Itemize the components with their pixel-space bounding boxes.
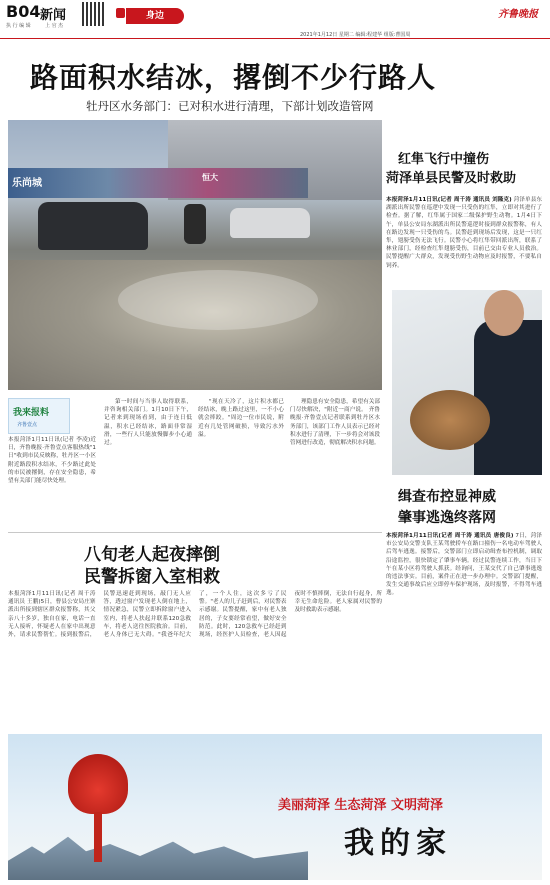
parked-suv bbox=[38, 202, 148, 250]
lead-body-col4 bbox=[290, 398, 380, 528]
officer-head bbox=[484, 290, 524, 336]
lead-body-col3 bbox=[198, 398, 284, 528]
peony-sculpture bbox=[68, 754, 128, 814]
footer-calligraphy: 我的家 bbox=[344, 826, 452, 861]
story3-headline-line2: 肇事逃逸终落网 bbox=[398, 510, 496, 526]
story4-headline-line1: 八旬老人起夜摔倒 bbox=[84, 545, 220, 565]
story2-text: 菏泽单县东湖派出所民警在巡逻中发现一只受伤的红隼，立即对其进行了检查。据了解，红隼属于国家二级保护野生动物。1月4日下午，单县公安局东湖派出所民警巡逻时接到群众报警称，有人在路边发现一只受伤的鸟。民警赶到现场后发现，这是一只红隼，翅膀受伤无法飞行。民警小心将红隼带回派出所，联系了林业部门，经检查红隼翅膀受伤，目前已交由专业人员救治。民警提醒广大群众，发现受伤野生动物应及时报警，不要私自饲养。 bbox=[386, 197, 542, 269]
motorcycle-rider bbox=[184, 204, 206, 244]
story2-byline: 本报菏泽1月11日讯(记者 周千涛 通讯员 刘隆克) bbox=[386, 197, 512, 203]
story3-text: 7日，菏泽市公安局交警支队王某驾驶轿车在路口撞伤一名电动车驾驶人后驾车逃逸。接警后，交警部门立即启动缉查布控机制，调取沿途监控，很快锁定了肇事车辆。经过民警连续工作，当日下午在某小区将驾驶人抓获。经询问，王某交代了自己肇事逃逸的违法事实。目前，案件正在进一步办理中。交警部门提醒，发生交通事故后应立即停车保护现场，及时报警，不得驾车逃逸。 bbox=[386, 533, 542, 597]
lead-body-paragraph: 本报菏泽1月11日讯(记者 李凌)近日，齐鲁晚报·齐鲁壹点客服热线"1日"收到市民反映称，牡丹区一小区附近路段积水结冰，不少路过此处的市民被撂倒，存在安全隐患，希望有关部门能尽快处理。 bbox=[8, 437, 96, 485]
story3-headline-line1: 缉查布控显神威 bbox=[398, 489, 496, 505]
newspaper-logo: 齐鲁晚报 bbox=[498, 9, 538, 20]
qr-code-icon bbox=[82, 2, 106, 26]
column-divider bbox=[8, 532, 382, 533]
section-name: 新闻 bbox=[40, 8, 67, 23]
lead-headline: 路面积水结冰，撂倒不少行路人 bbox=[30, 61, 437, 94]
story3-byline: 本报菏泽1月11日讯(记者 周千涛 通讯员 唐俊良) bbox=[386, 533, 514, 539]
story4-body bbox=[8, 590, 382, 726]
police-officer bbox=[474, 320, 542, 475]
story4-headline-line2: 民警拆窗入室相救 bbox=[84, 567, 220, 587]
page-number: B04 bbox=[6, 2, 41, 21]
story4-text: 本报菏泽1月11日讯(记者 周千涛 通讯员 王鹏)5日，曹县公安局庄寨派出所接到辖区群众报警称，其父亲八十多岁，独自在家，电话一直无人接听，怀疑老人在家中出现意外，请求民警帮忙。接到报警后，民警迅速赶到现场，敲门无人应答，透过窗户发现老人倒在地上，情况紧急，民警立即拆除窗户进入室内，将老人扶起并联系120急救车，将老人送往医院救治。目前，老人身体已无大碍。"我爸年纪大了，一个人住，这次多亏了民警。"老人的儿子赶到后，对民警表示感谢。民警提醒，家中有老人独居的，子女要经常看望，做好安全防范。此时，120急救车已经赶到现场，经医护人员检查，老人因起夜时不慎摔倒，无法自行起身，所幸无生命危险。老人家属对民警的及时救助表示感谢。 bbox=[8, 591, 382, 639]
story3-body bbox=[386, 532, 542, 722]
editor-label: 执 行 编 辑 bbox=[6, 23, 31, 29]
date-line: 2021年1月12日 星期二 编辑:程建华 组版:曹国周 bbox=[300, 32, 411, 38]
storefront-sign: 恒大 bbox=[202, 173, 218, 182]
report-logo bbox=[8, 398, 70, 434]
lead-body-col2 bbox=[104, 398, 192, 528]
story2-headline-line1: 红隼飞行中撞伤 bbox=[398, 152, 490, 167]
parked-car bbox=[230, 208, 310, 238]
kestrel-bird bbox=[410, 390, 490, 450]
report-logo-subtext: 齐鲁壹点 bbox=[17, 422, 38, 428]
footer-banner bbox=[8, 734, 542, 880]
section-banner: 身边 bbox=[126, 8, 184, 24]
masthead bbox=[0, 0, 550, 38]
proofer-label: 上 官 杰 bbox=[45, 23, 64, 29]
lead-body-col1 bbox=[8, 436, 96, 528]
sculpture-stem bbox=[94, 812, 102, 862]
lead-body-paragraph: "现在天冷了，这片积水都已经结冰，晚上路过这里，一不小心就会摔跤。"周边一位市民说，附近有几处管网破损，导致污水外溢。 bbox=[198, 399, 284, 438]
storefront-sign: 乐尚城 bbox=[12, 178, 42, 189]
lead-subhead: 牡丹区水务部门：已对积水进行清理，下部计划改造管网 bbox=[86, 99, 374, 113]
kestrel-photo bbox=[392, 290, 542, 475]
lead-photo bbox=[8, 120, 382, 390]
story2-headline-line2: 菏泽单县民警及时救助 bbox=[386, 171, 517, 186]
fist-icon bbox=[116, 8, 125, 18]
report-logo-text: 我来报料 bbox=[13, 408, 50, 418]
ice-reflection bbox=[118, 270, 318, 330]
lead-body-paragraph: 第一时间与当事人取得联系，并咨询相关部门。1月10日下午，记者来到现场看到，由于连日低温，积水已经结冰，路面非常湿滑，一些行人只能放慢脚步小心通过。 bbox=[104, 399, 192, 447]
storefront-band bbox=[8, 168, 308, 198]
footer-slogan: 美丽菏泽 生态菏泽 文明菏泽 bbox=[278, 798, 444, 813]
story2-body bbox=[386, 196, 542, 278]
city-skyline bbox=[8, 832, 308, 880]
masthead-rule bbox=[0, 38, 550, 39]
lead-body-paragraph: 理隐患有安全隐患，希望有关部门尽快解决，"附近一商户说。 bbox=[290, 399, 380, 414]
lead-body-paragraph: 齐鲁晚报·齐鲁壹点记者联系到牡丹区水务部门，该部门工作人员表示已经对积水进行了清理，下一步将会对该段管网进行改造，彻底解决积水问题。 bbox=[290, 407, 380, 447]
